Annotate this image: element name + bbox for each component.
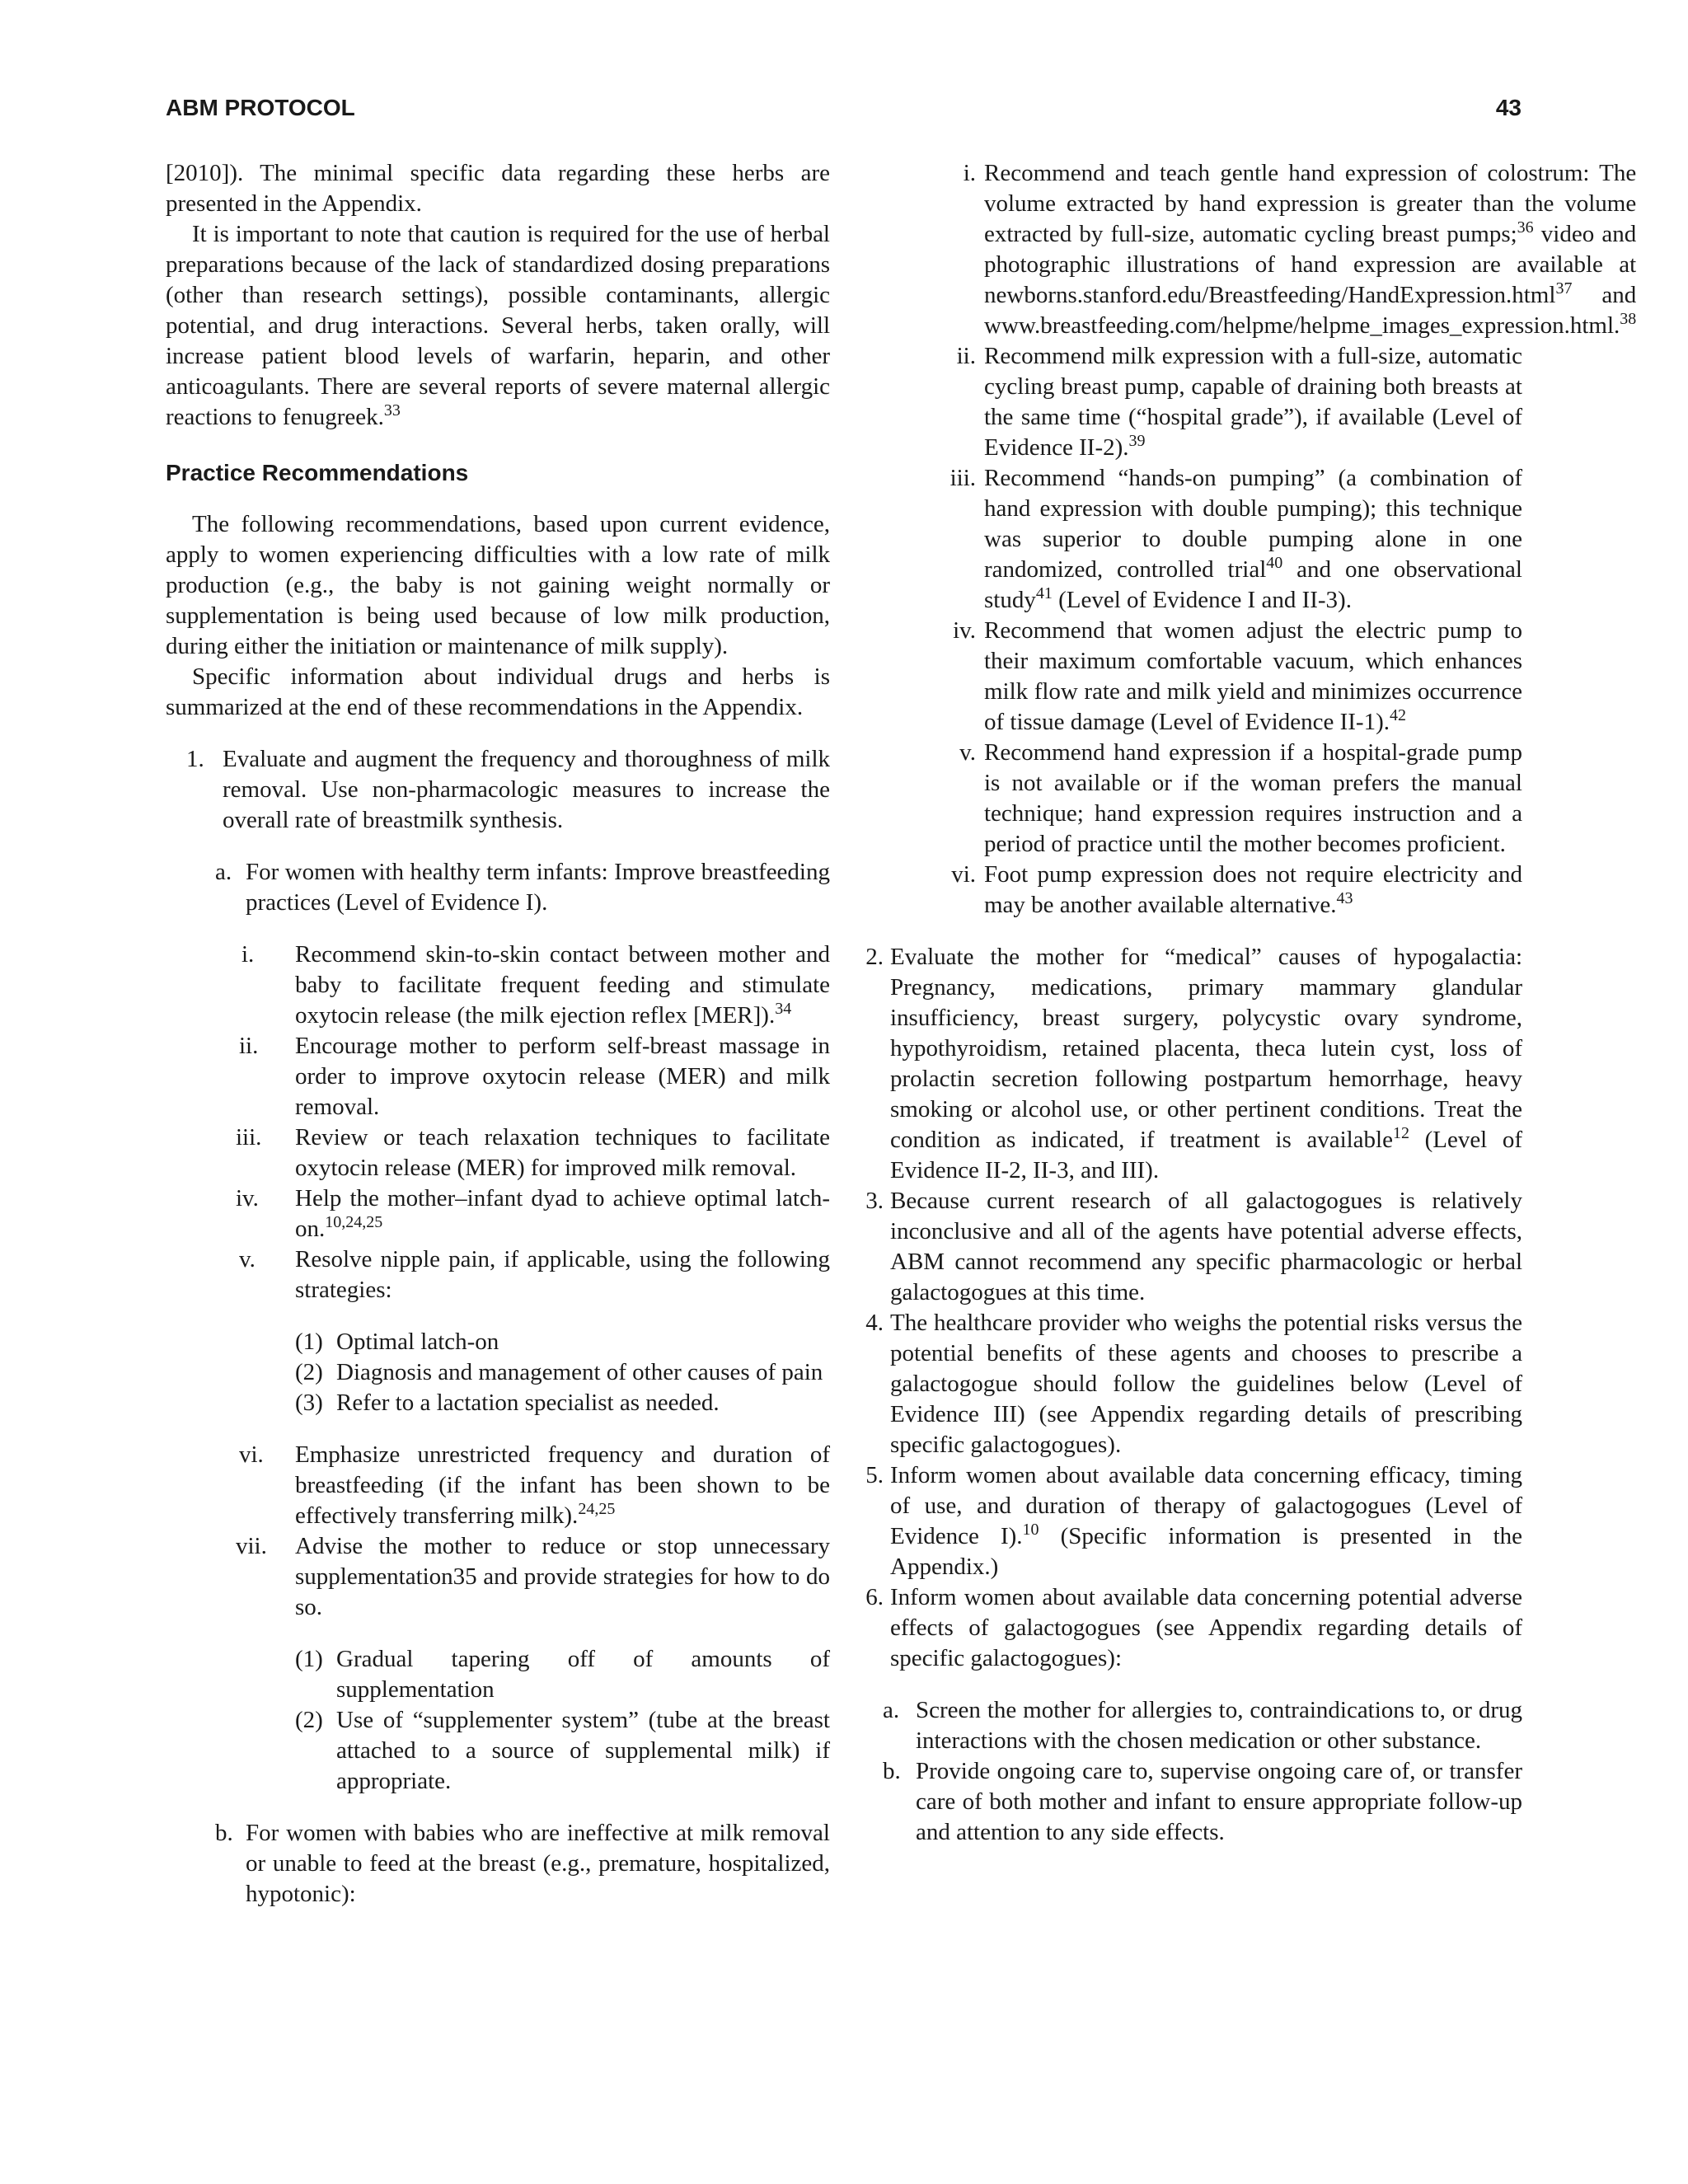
list-item: iii. Review or teach relaxation techniques to facilitate oxytocin release (MER) for improved milk removal. [236,1124,830,1181]
citation: 34 [775,1000,792,1018]
citation: 38 [1620,310,1637,328]
citation: 36 [1517,218,1534,237]
citation: 12 [1392,1124,1409,1142]
page-header [166,92,1522,125]
citation: 43 [1336,889,1353,907]
list-item: iv. Help the mother–infant dyad to achieve optimal latch-on.$^{10,24,25}$ [236,1185,830,1242]
list-item: iii. Recommend “hands-on pumping” (a combination of hand expression with double pumping); this technique was superior to double pumping alone in one randomized, controlled trial$^{40}$ and one observational study$^{41}$ (Level of Evidence I and II-3). [950,465,1522,613]
section-heading: Practice Recommendations [166,460,469,485]
paragraph: The following recommendations, based upon current evidence, apply to women experiencing difficulties with a low rate of milk production (e.g., the baby is not gaining weight normally or supplementation is being used because of low milk production, during either the initiation or maintenance of milk supply). [166,511,830,659]
list-item: 1. Evaluate and augment the frequency and thoroughness of milk removal. Use non-pharmacologic measures to increase the overall rate of breastmilk synthesis. [186,746,830,833]
list-item: vi. Emphasize unrestricted frequency and duration of breastfeeding (if the infant has been shown to be effectively transferring milk).$^{24,25}$ [239,1441,830,1529]
list-item: i. Recommend skin-to-skin contact between mother and baby to facilitate frequent feeding and stimulate oxytocin release (the milk ejection reflex [MER]).$^{34}$ [241,941,830,1029]
list-item: v. Recommend hand expression if a hospital-grade pump is not available or if the woman prefers the manual technique; hand expression requires instruction and a period of practice until the mother becomes proficient. [959,739,1522,857]
running-title: ABM PROTOCOL [166,95,355,120]
list-item: 6. Inform women about available data concerning potential adverse effects of galactogogues (see Appendix regarding details of specific galactogogues): [865,1584,1522,1671]
citation: 37 [1555,279,1573,298]
left-column [166,158,830,1910]
page-number: 43 [1495,95,1522,120]
citation: 42 [1389,706,1406,724]
list-item: b. Provide ongoing care to, supervise ongoing care of, or transfer care of both mother and infant to ensure appropriate follow-up and attention to any side effects. [883,1758,1522,1845]
list-item: (3) Refer to a lactation specialist as needed. [295,1390,720,1416]
list-item: 5. Inform women about available data concerning efficacy, timing of use, and duration of therapy of galactogogues (Level of Evidence I).$^{10}$ (Specific information is presented in the Appendix.) [865,1462,1523,1580]
right-column [858,158,1637,1848]
list-item: iv. Recommend that women adjust the electric pump to their maximum comfortable vacuum, which enhances milk flow rate and milk yield and minimizes occurrence of tissue damage (Level of Evidence II-1).$^{42}$ [953,617,1522,735]
citation: 33 [383,401,401,419]
list-item: v. Resolve nipple pain, if applicable, using the following strategies: [239,1246,830,1303]
list-item: (1) Optimal latch-on [295,1329,499,1355]
list-item: b. For women with babies who are ineffective at milk removal or unable to feed at the breast (e.g., premature, hospitalized, hypotonic): [215,1820,830,1907]
list-item: ii. Encourage mother to perform self-breast massage in order to improve oxytocin release (MER) and milk removal. [239,1033,830,1120]
list-item: i. Recommend and teach gentle hand expression of colostrum: The volume extracted by hand expression is greater than the volume extracted by full-size, automatic cycling breast pumps;$^{36}$ video and photographic illustrations of hand expression are available at newborns.stanford.edu/Breastfeeding/HandExpression.html$^{37}$ and www.breastfeeding.com/helpme/helpme_images_expression.html.$^{38}$ [963,160,1637,339]
list-item: a. Screen the mother for allergies to, contraindications to, or drug interactions with the chosen medication or other substance. [883,1697,1522,1754]
citation: 40 [1266,554,1283,572]
list-item: vii. Advise the mother to reduce or stop unnecessary supplementation35 and provide strategies for how to do so. [236,1533,830,1620]
paragraph: [2010]). The minimal specific data regarding these herbs are presented in the Appendix. [166,160,830,217]
citation: 10 [1022,1521,1039,1539]
list-item: vi. Foot pump expression does not require electricity and may be another available alternative.$^{43}$ [951,861,1522,918]
list-item: 4. The healthcare provider who weighs the potential risks versus the potential benefits of these agents and chooses to prescribe a galactogogue should follow the guidelines below (Level of Evidence III) (see Appendix regarding details of prescribing specific galactogogues). [865,1310,1522,1458]
list-item: (2) Diagnosis and management of other causes of pain [295,1359,823,1385]
list-item: (1) Gradual tapering off of amounts of supplementation [295,1646,830,1703]
list-item: 2. Evaluate the mother for “medical” causes of hypogalactia: Pregnancy, medications, primary mammary glandular insufficiency, breast surgery, polycystic ovary syndrome, hypothyroidism, retained placenta, theca lutein cyst, loss of prolactin secretion following postpartum hemorrhage, heavy smoking or alcohol use, or other pertinent conditions. Treat the condition as indicated, if treatment is available$^{12}$ (Level of Evidence II-2, II-3, and III). [865,944,1522,1183]
citation: 10,24,25 [325,1213,383,1231]
citation: 39 [1128,432,1146,450]
paragraph: Specific information about individual drugs and herbs is summarized at the end of these recommendations in the Appendix. [166,663,830,720]
citation: 24,25 [578,1500,616,1518]
list-item: 3. Because current research of all galactogogues is relatively inconclusive and all of the agents have potential adverse effects, ABM cannot recommend any specific pharmacologic or herbal galactogogues at this time. [865,1188,1522,1305]
list-item: a. For women with healthy term infants: Improve breastfeeding practices (Level of Evidence I). [215,859,830,916]
list-item: ii. Recommend milk expression with a full-size, automatic cycling breast pump, capable of draining both breasts at the same time (“hospital grade”), if available (Level of Evidence II-2).$^{39}$ [956,343,1522,461]
list-item: (2) Use of “supplementer system” (tube at the breast attached to a source of supplemental milk) if appropriate. [295,1707,830,1794]
paragraph: It is important to note that caution is required for the use of herbal preparations because of the lack of standardized dosing preparations (other than research settings), possible contaminants, allergic potential, and drug interactions. Several herbs, taken orally, will increase patient blood levels of warfarin, heparin, and other anticoagulants. There are several reports of severe maternal allergic reactions to fenugreek.$^{33}$ [166,221,830,430]
citation: 41 [1035,584,1053,602]
